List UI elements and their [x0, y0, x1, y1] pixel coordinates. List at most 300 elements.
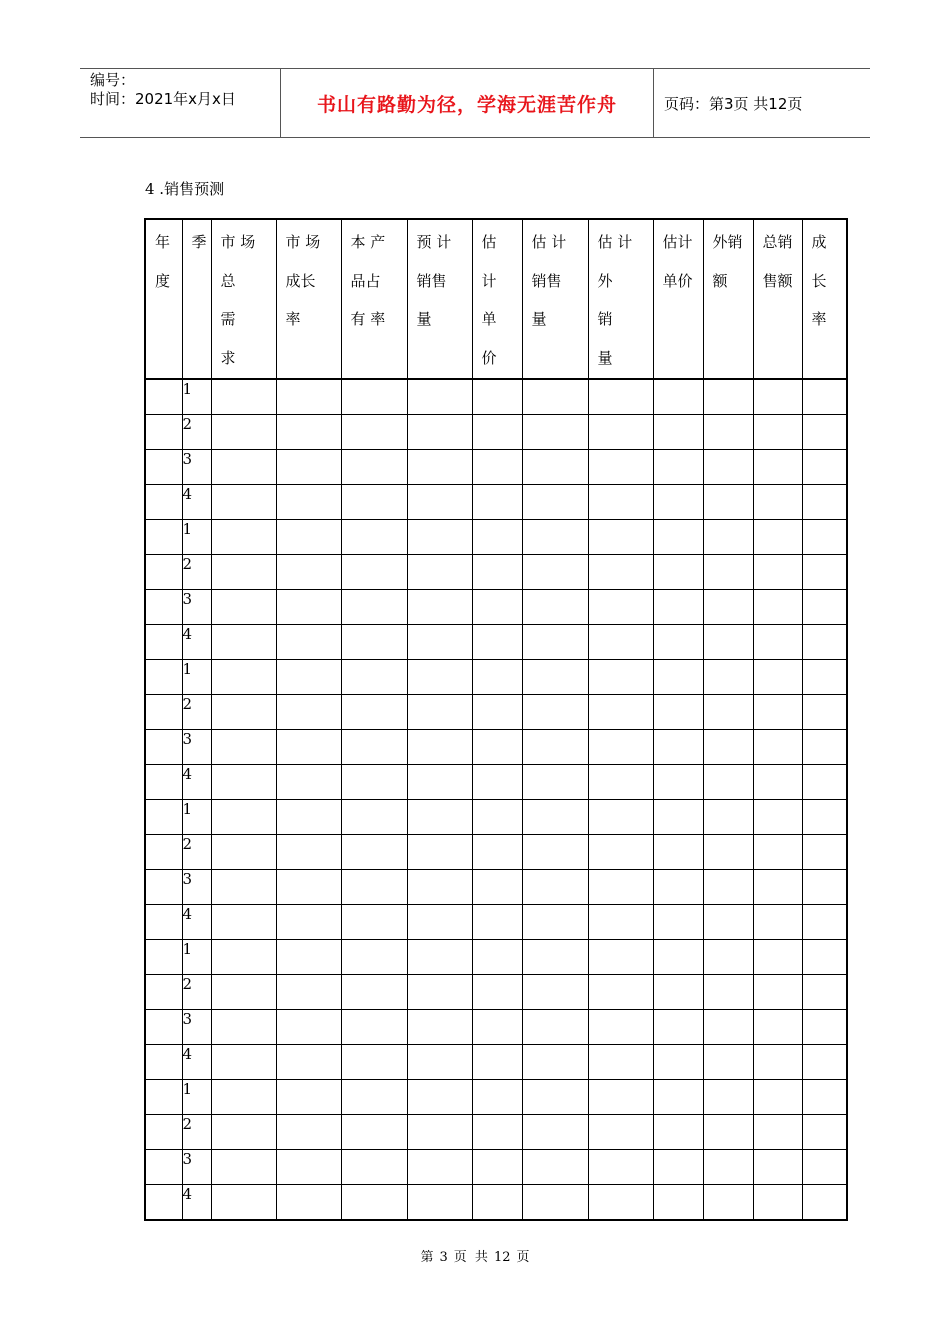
empty-cell	[703, 870, 753, 905]
empty-cell	[145, 1080, 182, 1115]
empty-cell	[522, 1115, 588, 1150]
empty-cell	[341, 975, 407, 1010]
empty-cell	[211, 379, 276, 415]
empty-cell	[472, 555, 522, 590]
quarter-cell: 3	[182, 590, 211, 625]
empty-cell	[753, 485, 802, 520]
empty-cell	[653, 625, 703, 660]
column-header-line: 估计	[662, 233, 693, 251]
column-header-line: 总销	[762, 233, 793, 251]
empty-cell	[753, 1045, 802, 1080]
empty-cell	[211, 1115, 276, 1150]
empty-cell	[703, 1010, 753, 1045]
empty-cell	[653, 1080, 703, 1115]
empty-cell	[211, 730, 276, 765]
header-motto: 书山有路勤为径，学海无涯苦作舟	[281, 69, 654, 137]
empty-cell	[753, 1115, 802, 1150]
column-header-line: 外	[597, 271, 613, 290]
empty-cell	[145, 695, 182, 730]
empty-cell	[211, 695, 276, 730]
empty-cell	[341, 940, 407, 975]
empty-cell	[802, 1010, 847, 1045]
empty-cell	[341, 379, 407, 415]
empty-cell	[753, 520, 802, 555]
empty-cell	[211, 940, 276, 975]
column-header	[522, 219, 588, 379]
empty-cell	[703, 975, 753, 1010]
empty-cell	[802, 1150, 847, 1185]
empty-cell	[407, 415, 472, 450]
empty-cell	[802, 905, 847, 940]
empty-cell	[472, 730, 522, 765]
table-row	[145, 625, 847, 660]
empty-cell	[653, 835, 703, 870]
empty-cell	[145, 379, 182, 415]
empty-cell	[703, 555, 753, 590]
table-row	[145, 695, 847, 730]
empty-cell	[703, 520, 753, 555]
empty-cell	[341, 1080, 407, 1115]
empty-cell	[588, 1185, 653, 1221]
empty-cell	[522, 379, 588, 415]
empty-cell	[276, 870, 341, 905]
empty-cell	[276, 765, 341, 800]
empty-cell	[145, 940, 182, 975]
section-title: 4 .销售预测	[145, 180, 225, 198]
column-header-line: 量	[597, 348, 613, 367]
empty-cell	[653, 555, 703, 590]
empty-cell	[753, 379, 802, 415]
empty-cell	[211, 450, 276, 485]
empty-cell	[145, 730, 182, 765]
table-row	[145, 660, 847, 695]
empty-cell	[802, 485, 847, 520]
column-header-line: 销售	[416, 271, 447, 290]
column-header-line: 计	[481, 271, 497, 290]
column-header-line: 求	[220, 348, 236, 367]
table-row	[145, 1045, 847, 1080]
empty-cell	[472, 975, 522, 1010]
empty-cell	[522, 975, 588, 1010]
footer-page-number: 3	[439, 1250, 448, 1265]
empty-cell	[407, 870, 472, 905]
column-header-line: 年	[155, 233, 171, 251]
empty-cell	[653, 379, 703, 415]
empty-cell	[753, 870, 802, 905]
empty-cell	[653, 1010, 703, 1045]
empty-cell	[211, 1045, 276, 1080]
empty-cell	[802, 730, 847, 765]
empty-cell	[802, 1185, 847, 1221]
empty-cell	[802, 975, 847, 1010]
empty-cell	[407, 1185, 472, 1221]
empty-cell	[276, 485, 341, 520]
empty-cell	[407, 1150, 472, 1185]
empty-cell	[588, 450, 653, 485]
empty-cell	[588, 555, 653, 590]
empty-cell	[472, 905, 522, 940]
empty-cell	[211, 520, 276, 555]
empty-cell	[522, 520, 588, 555]
column-header-line: 率	[285, 310, 301, 328]
empty-cell	[341, 415, 407, 450]
quarter-cell: 4	[182, 1045, 211, 1080]
column-header-line: 量	[531, 310, 547, 328]
empty-cell	[341, 590, 407, 625]
column-header-line: 估 计	[597, 233, 633, 251]
empty-cell	[588, 870, 653, 905]
empty-cell	[522, 730, 588, 765]
empty-cell	[276, 1010, 341, 1045]
column-header-line: 估	[481, 233, 497, 251]
empty-cell	[653, 1150, 703, 1185]
empty-cell	[703, 1080, 753, 1115]
column-header-line: 成长	[285, 271, 316, 290]
empty-cell	[211, 1010, 276, 1045]
table-row	[145, 730, 847, 765]
empty-cell	[802, 765, 847, 800]
footer-prefix: 第	[420, 1250, 434, 1265]
column-header-line: 价	[481, 348, 497, 367]
empty-cell	[341, 1045, 407, 1080]
empty-cell	[407, 695, 472, 730]
empty-cell	[145, 1010, 182, 1045]
empty-cell	[145, 450, 182, 485]
empty-cell	[588, 730, 653, 765]
empty-cell	[472, 1080, 522, 1115]
empty-cell	[588, 520, 653, 555]
empty-cell	[211, 590, 276, 625]
header-meta	[80, 69, 281, 137]
empty-cell	[276, 1185, 341, 1221]
column-header-line: 外销	[712, 233, 743, 251]
footer-total-pages: 12	[493, 1250, 511, 1265]
empty-cell	[588, 1115, 653, 1150]
empty-cell	[753, 695, 802, 730]
empty-cell	[522, 870, 588, 905]
document-number-label: 编号：	[90, 71, 136, 89]
table-row	[145, 379, 847, 415]
empty-cell	[802, 1080, 847, 1115]
empty-cell	[341, 450, 407, 485]
empty-cell	[802, 695, 847, 730]
column-header	[703, 219, 753, 379]
empty-cell	[276, 450, 341, 485]
empty-cell	[703, 800, 753, 835]
empty-cell	[653, 1045, 703, 1080]
empty-cell	[211, 1185, 276, 1221]
column-header-line: 估 计	[531, 233, 567, 251]
empty-cell	[472, 379, 522, 415]
empty-cell	[703, 940, 753, 975]
empty-cell	[276, 695, 341, 730]
empty-cell	[802, 625, 847, 660]
empty-cell	[653, 940, 703, 975]
column-header-line: 售额	[762, 271, 793, 290]
empty-cell	[211, 905, 276, 940]
empty-cell	[522, 835, 588, 870]
empty-cell	[653, 1185, 703, 1221]
empty-cell	[341, 695, 407, 730]
empty-cell	[211, 660, 276, 695]
empty-cell	[703, 835, 753, 870]
empty-cell	[407, 1115, 472, 1150]
empty-cell	[753, 1010, 802, 1045]
quarter-cell: 1	[182, 940, 211, 975]
empty-cell	[472, 590, 522, 625]
empty-cell	[341, 765, 407, 800]
empty-cell	[472, 1150, 522, 1185]
empty-cell	[276, 660, 341, 695]
empty-cell	[653, 975, 703, 1010]
empty-cell	[522, 905, 588, 940]
empty-cell	[211, 870, 276, 905]
column-header	[407, 219, 472, 379]
empty-cell	[145, 835, 182, 870]
empty-cell	[588, 835, 653, 870]
empty-cell	[145, 625, 182, 660]
empty-cell	[407, 379, 472, 415]
empty-cell	[211, 800, 276, 835]
empty-cell	[472, 1115, 522, 1150]
table-header-row	[145, 219, 847, 379]
column-header-line: 需	[220, 310, 236, 328]
empty-cell	[211, 485, 276, 520]
empty-cell	[145, 1115, 182, 1150]
empty-cell	[341, 520, 407, 555]
sales-forecast-table	[144, 218, 848, 1221]
empty-cell	[145, 975, 182, 1010]
quarter-cell: 2	[182, 1115, 211, 1150]
empty-cell	[802, 800, 847, 835]
empty-cell	[276, 975, 341, 1010]
empty-cell	[145, 415, 182, 450]
empty-cell	[703, 590, 753, 625]
empty-cell	[145, 905, 182, 940]
empty-cell	[753, 555, 802, 590]
empty-cell	[522, 940, 588, 975]
column-header	[588, 219, 653, 379]
empty-cell	[703, 625, 753, 660]
empty-cell	[472, 520, 522, 555]
quarter-cell: 3	[182, 1150, 211, 1185]
quarter-cell: 1	[182, 660, 211, 695]
empty-cell	[522, 1045, 588, 1080]
empty-cell	[703, 1185, 753, 1221]
empty-cell	[703, 695, 753, 730]
empty-cell	[802, 415, 847, 450]
header-page-info: 页码：第3页 共12页	[664, 94, 803, 113]
empty-cell	[588, 1150, 653, 1185]
empty-cell	[145, 590, 182, 625]
empty-cell	[407, 800, 472, 835]
table-row	[145, 905, 847, 940]
empty-cell	[341, 555, 407, 590]
column-header-line: 有 率	[350, 310, 386, 328]
table-row	[145, 975, 847, 1010]
empty-cell	[276, 905, 341, 940]
empty-cell	[341, 1150, 407, 1185]
column-header-line: 市 场	[285, 233, 321, 251]
empty-cell	[522, 695, 588, 730]
empty-cell	[753, 905, 802, 940]
empty-cell	[522, 1150, 588, 1185]
empty-cell	[407, 555, 472, 590]
empty-cell	[753, 625, 802, 660]
empty-cell	[802, 660, 847, 695]
empty-cell	[522, 485, 588, 520]
empty-cell	[588, 1045, 653, 1080]
empty-cell	[753, 415, 802, 450]
empty-cell	[588, 940, 653, 975]
quarter-cell: 4	[182, 1185, 211, 1221]
empty-cell	[703, 1045, 753, 1080]
empty-cell	[472, 870, 522, 905]
table-row	[145, 555, 847, 590]
empty-cell	[802, 940, 847, 975]
empty-cell	[472, 765, 522, 800]
quarter-cell: 1	[182, 1080, 211, 1115]
empty-cell	[276, 379, 341, 415]
quarter-cell: 2	[182, 975, 211, 1010]
empty-cell	[472, 940, 522, 975]
quarter-cell: 3	[182, 730, 211, 765]
empty-cell	[472, 1010, 522, 1045]
empty-cell	[145, 1045, 182, 1080]
empty-cell	[472, 695, 522, 730]
empty-cell	[472, 625, 522, 660]
document-date-label: 时间：2021年x月x日	[90, 90, 236, 108]
column-header-line: 长	[811, 271, 827, 290]
empty-cell	[753, 1185, 802, 1221]
empty-cell	[653, 590, 703, 625]
footer-mid: 页 共	[453, 1250, 488, 1265]
quarter-cell: 2	[182, 415, 211, 450]
page-header	[80, 68, 870, 138]
column-header	[753, 219, 802, 379]
empty-cell	[472, 485, 522, 520]
empty-cell	[802, 1115, 847, 1150]
empty-cell	[407, 590, 472, 625]
table-row	[145, 1080, 847, 1115]
empty-cell	[472, 660, 522, 695]
table-row	[145, 835, 847, 870]
empty-cell	[276, 835, 341, 870]
empty-cell	[653, 905, 703, 940]
column-header-line: 本 产	[350, 233, 386, 251]
empty-cell	[341, 485, 407, 520]
empty-cell	[522, 555, 588, 590]
empty-cell	[522, 450, 588, 485]
column-header-line: 率	[811, 310, 827, 328]
empty-cell	[472, 835, 522, 870]
empty-cell	[341, 660, 407, 695]
empty-cell	[276, 590, 341, 625]
table-row	[145, 590, 847, 625]
empty-cell	[341, 835, 407, 870]
column-header-line: 单	[481, 310, 497, 328]
empty-cell	[341, 1010, 407, 1045]
column-header-line: 单价	[662, 271, 693, 290]
empty-cell	[407, 940, 472, 975]
empty-cell	[588, 379, 653, 415]
empty-cell	[472, 450, 522, 485]
column-header	[145, 219, 182, 379]
empty-cell	[211, 1150, 276, 1185]
quarter-cell: 3	[182, 870, 211, 905]
empty-cell	[211, 835, 276, 870]
empty-cell	[341, 625, 407, 660]
column-header-line: 市 场	[220, 233, 256, 251]
table-row	[145, 940, 847, 975]
empty-cell	[407, 625, 472, 660]
empty-cell	[753, 450, 802, 485]
empty-cell	[145, 660, 182, 695]
empty-cell	[522, 1080, 588, 1115]
empty-cell	[753, 660, 802, 695]
column-header	[276, 219, 341, 379]
empty-cell	[407, 975, 472, 1010]
empty-cell	[407, 485, 472, 520]
empty-cell	[341, 730, 407, 765]
empty-cell	[653, 870, 703, 905]
empty-cell	[653, 800, 703, 835]
empty-cell	[276, 1080, 341, 1115]
empty-cell	[703, 730, 753, 765]
empty-cell	[211, 975, 276, 1010]
empty-cell	[753, 765, 802, 800]
empty-cell	[588, 625, 653, 660]
empty-cell	[472, 415, 522, 450]
column-header-line: 销售	[531, 271, 562, 290]
empty-cell	[802, 450, 847, 485]
empty-cell	[588, 905, 653, 940]
empty-cell	[653, 765, 703, 800]
quarter-cell: 4	[182, 905, 211, 940]
empty-cell	[472, 1185, 522, 1221]
empty-cell	[211, 415, 276, 450]
column-header	[653, 219, 703, 379]
empty-cell	[703, 1150, 753, 1185]
empty-cell	[211, 765, 276, 800]
column-header-line: 销	[597, 310, 613, 328]
empty-cell	[653, 485, 703, 520]
empty-cell	[407, 730, 472, 765]
empty-cell	[588, 415, 653, 450]
empty-cell	[588, 660, 653, 695]
column-header-line: 总	[220, 271, 236, 290]
quarter-cell: 4	[182, 765, 211, 800]
quarter-cell: 1	[182, 520, 211, 555]
empty-cell	[276, 555, 341, 590]
column-header-line: 量	[416, 310, 432, 328]
empty-cell	[276, 520, 341, 555]
empty-cell	[588, 1080, 653, 1115]
empty-cell	[753, 730, 802, 765]
table-row	[145, 520, 847, 555]
table-row	[145, 1115, 847, 1150]
empty-cell	[407, 450, 472, 485]
empty-cell	[703, 450, 753, 485]
column-header-line: 额	[712, 271, 728, 290]
table-row	[145, 450, 847, 485]
column-header-line: 成	[811, 233, 827, 251]
empty-cell	[653, 520, 703, 555]
empty-cell	[407, 765, 472, 800]
column-header	[182, 219, 211, 379]
empty-cell	[802, 835, 847, 870]
empty-cell	[145, 1150, 182, 1185]
